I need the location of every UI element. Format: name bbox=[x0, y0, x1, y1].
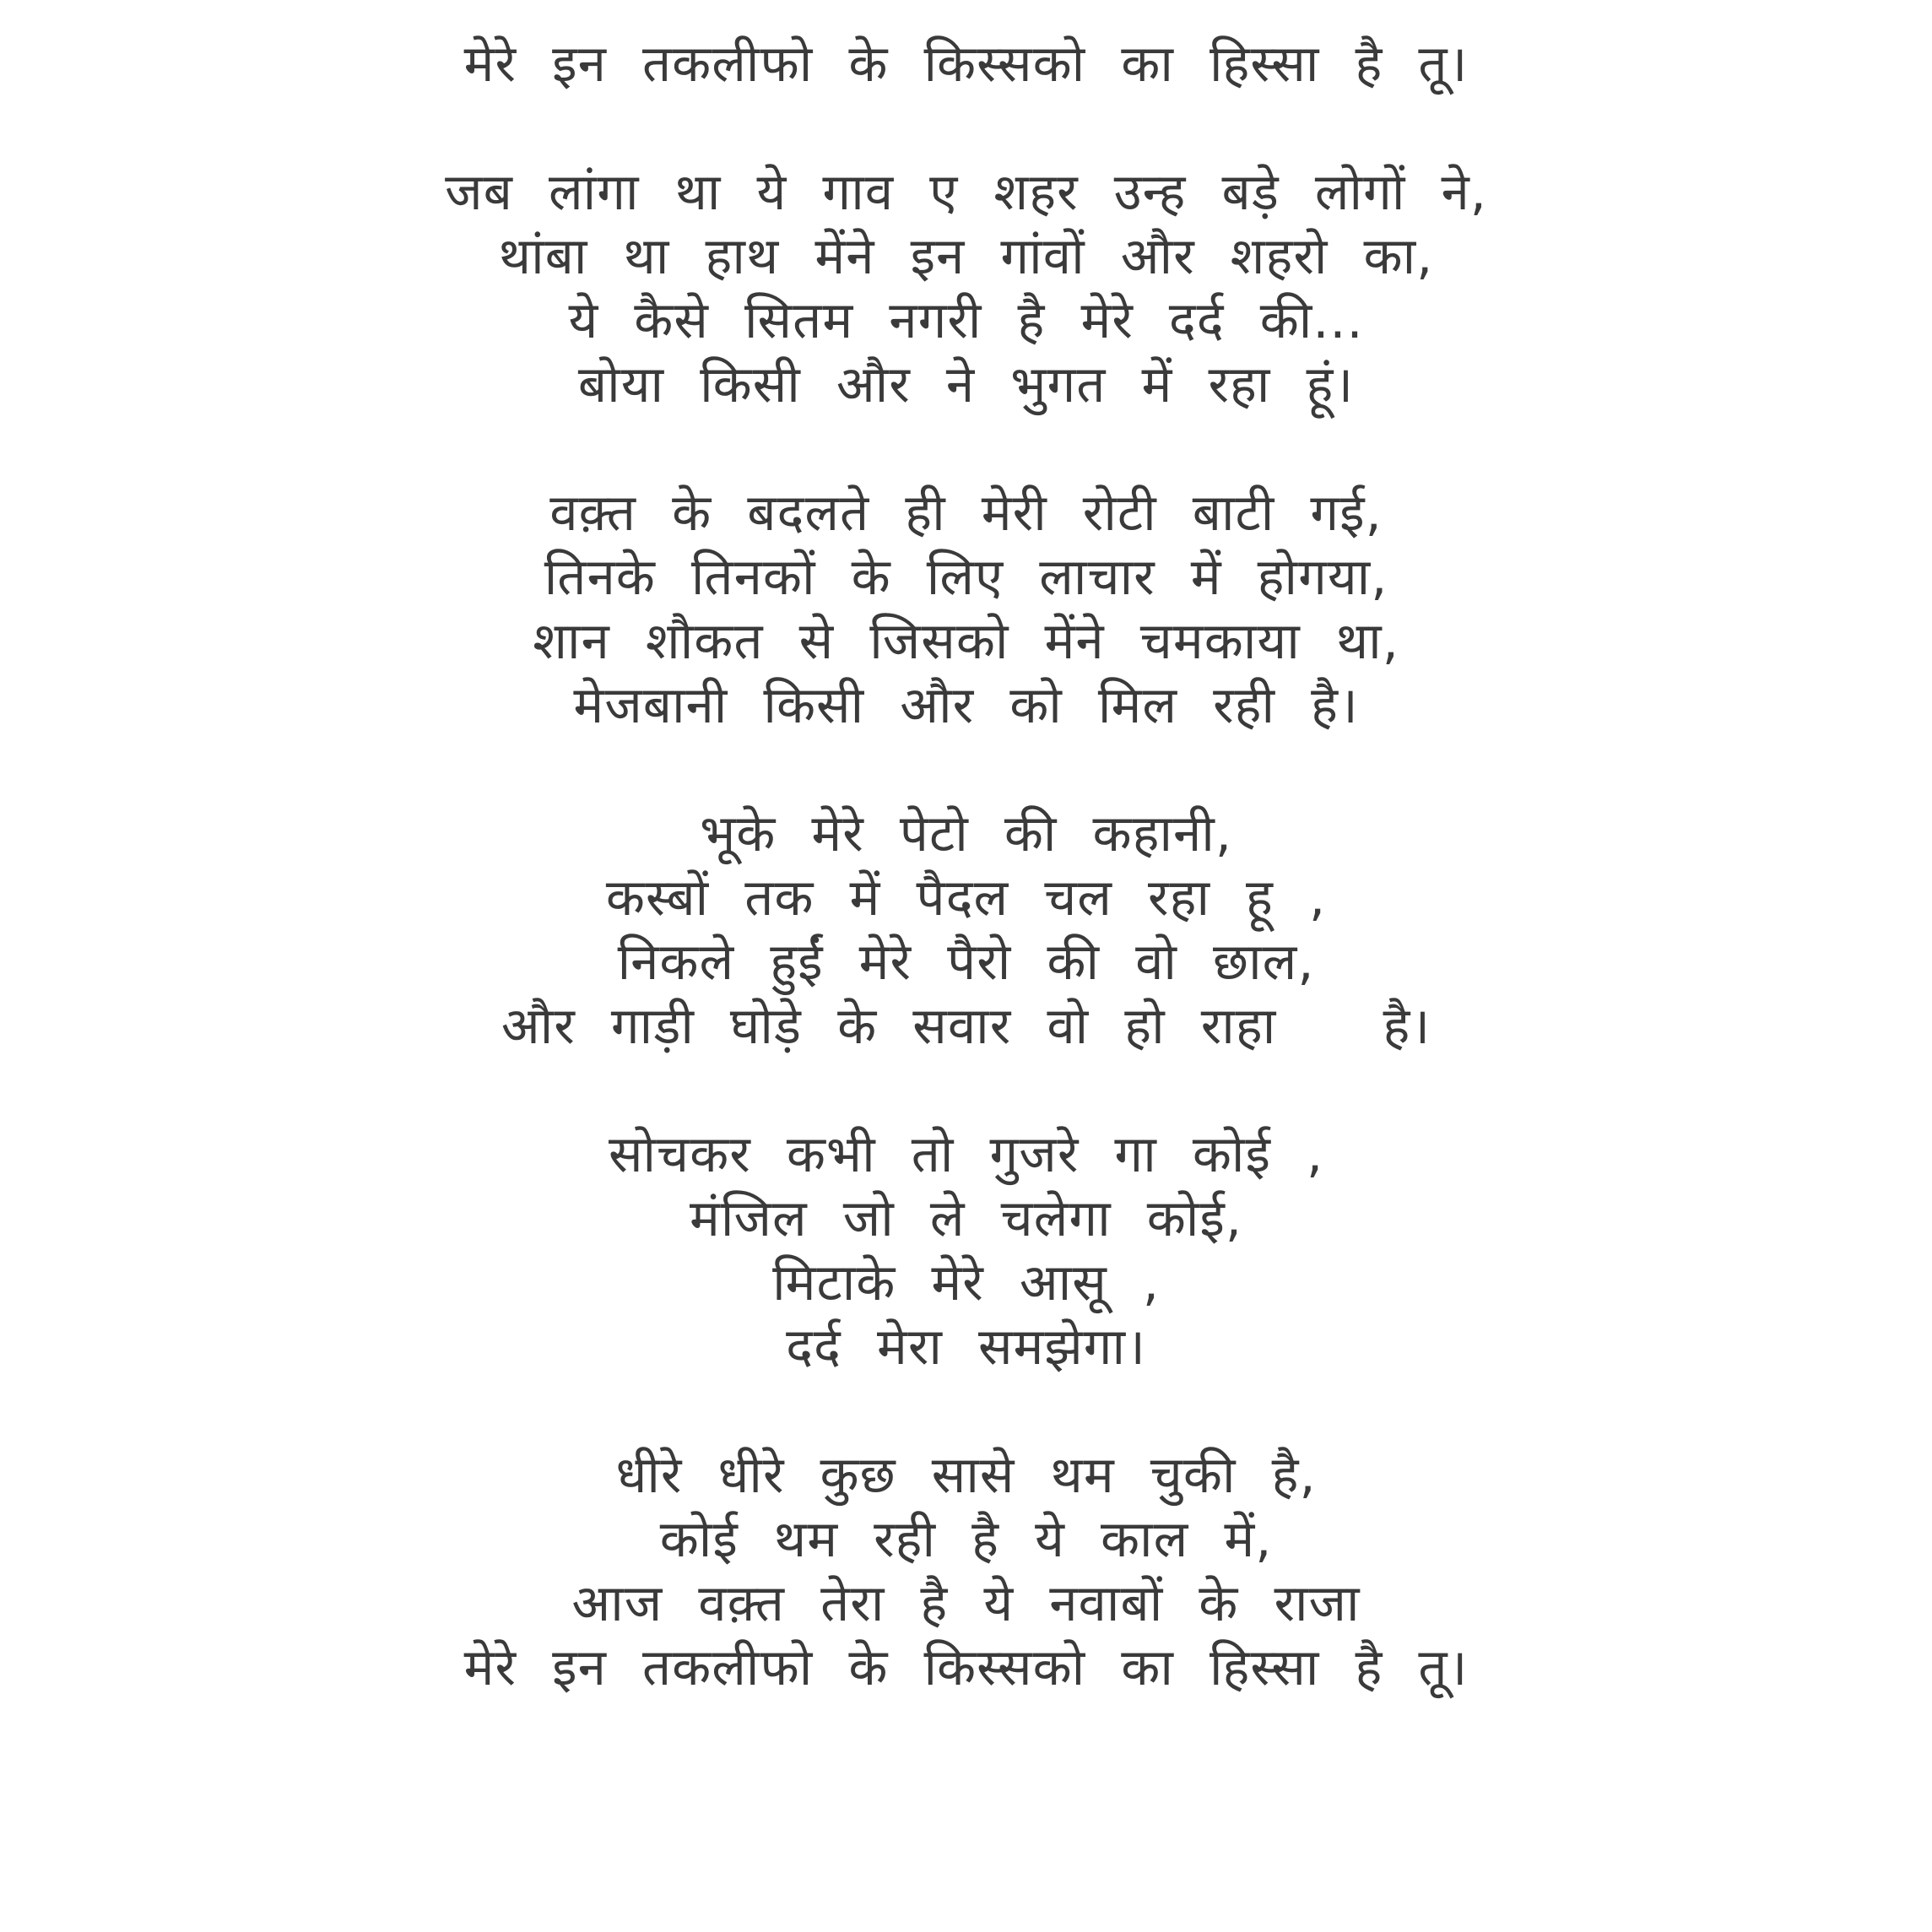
stanza-5 bbox=[0, 1123, 1932, 1379]
poem-line: मेरे इन तकलीफो के किस्सको का हिस्सा है तू। bbox=[463, 35, 1469, 94]
poem bbox=[0, 32, 1932, 1700]
poem-line: कोई थम रही है ये काल में, bbox=[659, 1510, 1273, 1569]
poem-line: निकले हुईं मेरे पैरो की वो छाल, bbox=[617, 933, 1315, 992]
poem-line: दर्द मेरा समझेगा। bbox=[786, 1318, 1146, 1377]
poem-line: भूके मेरे पेटो की कहानी, bbox=[700, 804, 1232, 863]
poem-line: और गाड़ी घोड़े के सवार वो हो राहा है। bbox=[501, 997, 1431, 1056]
poem-line: वक़्त के बदलते ही मेरी रोटी बाटी गई, bbox=[549, 484, 1383, 543]
poem-line: ये कैसे सितम नगरी है मेरे दर्द की... bbox=[568, 291, 1364, 350]
poem-line: कस्बों तक में पैदल चल रहा हू , bbox=[605, 869, 1327, 928]
poem-line: थांबा था हाथ मेंने इन गांवों और शहरो का, bbox=[498, 227, 1434, 286]
poem-line: सोचकर कभी तो गुजरे गा कोई , bbox=[608, 1125, 1324, 1184]
poem-line: शान शौकत से जिसको मेंने चमकाया था, bbox=[533, 612, 1399, 671]
poem-line: धीरे धीरे कुछ सासे थम चुकी है, bbox=[615, 1446, 1317, 1505]
poem-line: मिटाके मेरे आसू , bbox=[772, 1253, 1160, 1312]
poem-line: मेरे इन तकलीफो के किस्सको का हिस्सा है तू। bbox=[463, 1638, 1469, 1697]
poem-line: तिनके तिनकों के लिए लाचार में होगया, bbox=[544, 548, 1388, 607]
stanza-4 bbox=[0, 802, 1932, 1058]
stanza-3 bbox=[0, 481, 1932, 738]
poem-line: आज वक़्त तेरा है ये नवाबों के राजा bbox=[571, 1574, 1361, 1633]
stanza-1 bbox=[0, 32, 1932, 96]
stanza-6 bbox=[0, 1443, 1932, 1700]
stanza-2 bbox=[0, 160, 1932, 417]
poem-line: मेजबानी किसी और को मिल रही है। bbox=[573, 676, 1359, 735]
poem-line: जब लांगा था ये गाव ए शहर उन्ह बड़े लोगों ने, bbox=[445, 163, 1487, 222]
poem-line: मंजिल जो ले चलेगा कोई, bbox=[690, 1189, 1242, 1248]
poem-line: बोया किसी और ने भुगत में रहा हूं। bbox=[577, 355, 1355, 414]
